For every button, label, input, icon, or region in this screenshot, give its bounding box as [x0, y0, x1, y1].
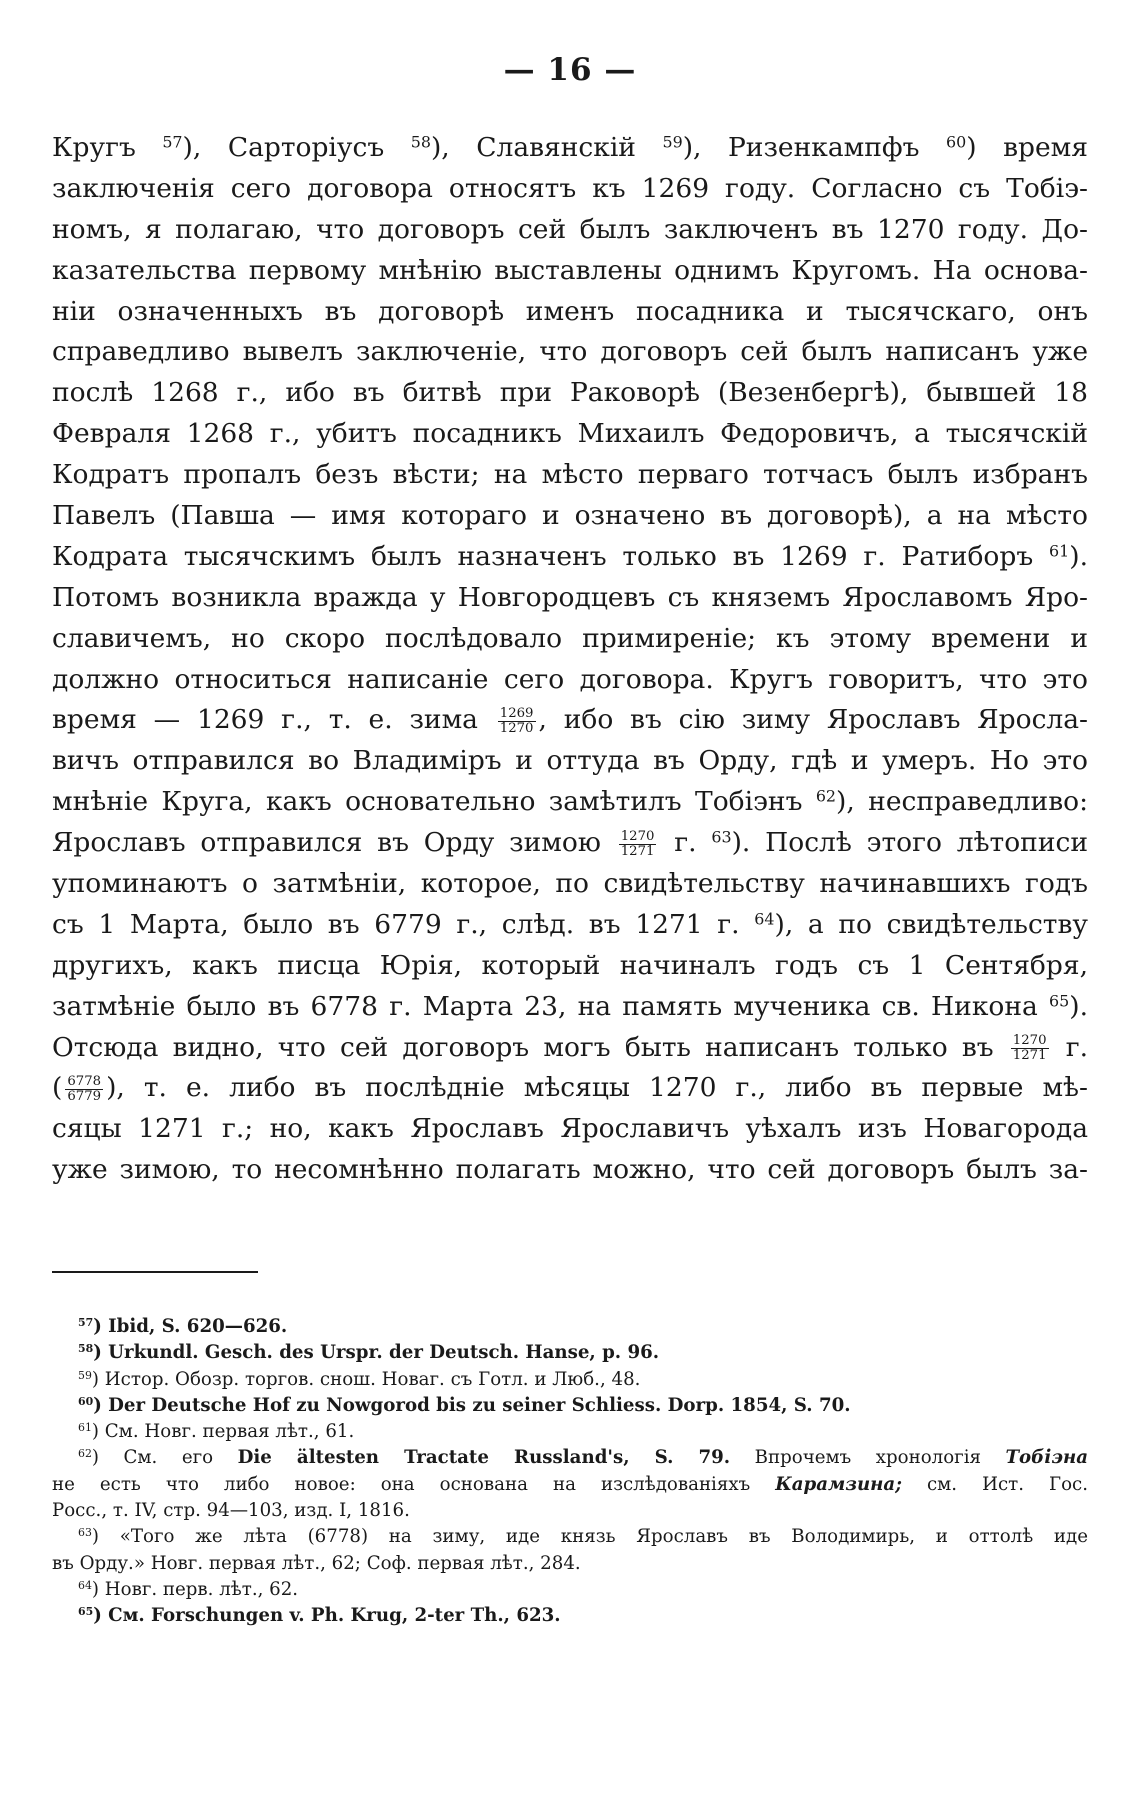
text-line: послѣ 1268 г., ибо въ битвѣ при Раковорѣ (Везенбергѣ), бывшей 18	[52, 377, 1088, 409]
page-number: — 16 —	[503, 52, 637, 88]
text-line: сяцы 1271 г.; но, какъ Ярославъ Ярославичъ уѣхалъ изъ Новагорода	[52, 1113, 1088, 1145]
footnote-58: $^{58}$) Urkundl. Gesch. des Urspr. der Deutsch. Hanse, p. 96.	[78, 1342, 660, 1364]
footnote-ref[interactable]: 60	[946, 132, 967, 152]
footnote-ref[interactable]: 57	[162, 132, 183, 152]
footnote-ref[interactable]: 62	[815, 786, 837, 806]
year-fraction: $\frac{1270}{1271}$	[620, 828, 655, 859]
text-line: должно относиться написаніе сего договора. Кругъ говоритъ, что это	[52, 663, 1088, 695]
footnote-divider	[52, 1271, 258, 1273]
footnote-ref[interactable]: 64	[754, 909, 775, 929]
text-line: ніи означенныхъ въ договорѣ именъ посадника и тысячскаго, онъ	[52, 295, 1088, 327]
text-line: съ 1 Марта, было въ 6779 г., слѣд. въ 1271 г. $^{64}$), а по свидѣтельству	[52, 908, 1088, 940]
footnote-62-cont: Росс., т. IV, стр. 94—103, изд. I, 1816.	[52, 1500, 410, 1522]
text-line: Февраля 1268 г., убитъ посадникъ Михаилъ Федоровичъ, а тысячскій	[52, 418, 1088, 450]
footnote-ref[interactable]: 63	[711, 827, 732, 847]
footnote-61: $^{61}$) См. Новг. первая лѣт., 61.	[78, 1421, 355, 1443]
footnote-62-cont: не есть что либо новое: она основана на изслѣдованіяхъ Карамзина; см. Ист. Гос.	[52, 1473, 1088, 1495]
text-line: Отсюда видно, что сей договоръ могъ быть написанъ только въ $\frac{1270}{1271}$ г.	[52, 1031, 1088, 1064]
text-line: упоминаютъ о затмѣніи, которое, по свидѣтельству начинавшихъ годъ	[52, 868, 1088, 900]
text-line: Кодрата тысячскимъ былъ назначенъ только въ 1269 г. Ратиборъ $^{61}$).	[52, 540, 1088, 572]
footnote-62: $^{62}$) См. его Die ältesten Tractate Russland's, S. 79. Впрочемъ хронологія Тобіэна	[78, 1447, 1088, 1469]
text-line: справедливо вывелъ заключеніе, что договоръ сей былъ написанъ уже	[52, 336, 1088, 368]
footnote-ref[interactable]: 59	[662, 132, 683, 152]
text-line: затмѣніе было въ 6778 г. Марта 23, на память мученика св. Никона $^{65}$).	[52, 990, 1088, 1022]
main-text	[52, 128, 1088, 1191]
text-line: Кодратъ пропалъ безъ вѣсти; на мѣсто перваго тотчасъ былъ избранъ	[52, 459, 1088, 491]
year-fraction: $\frac{1269}{1270}$	[499, 706, 534, 736]
text-line: Кругъ $^{57}$), Сарторіусъ $^{58}$), Славянскій $^{59}$), Ризенкампфъ $^{60}$) время	[52, 132, 1088, 163]
footnote-63: $^{63}$) «Того же лѣта (6778) на зиму, иде князь Ярославъ въ Володимирь, и оттолѣ иде	[78, 1526, 1088, 1548]
text-line: Павелъ (Павша — имя котораго и означено въ договорѣ), а на мѣсто	[52, 500, 1088, 532]
text-line: время — 1269 г., т. е. зима $\frac{1269}{1270}$ , ибо въ сію зиму Ярославъ Яросла-	[52, 704, 1088, 736]
text-line: вичъ отправился во Владиміръ и оттуда въ Орду, гдѣ и умеръ. Но это	[52, 745, 1088, 777]
text-line: мнѣніе Круга, какъ основательно замѣтилъ Тобіэнъ $^{62}$), несправедливо:	[52, 786, 1088, 818]
footnote-63-cont: въ Орду.» Новг. первая лѣт., 62; Соф. первая лѣт., 284.	[52, 1552, 581, 1574]
footnote-60: $^{60}$) Der Deutsche Hof zu Nowgorod bis zu seiner Schliess. Dorp. 1854, S. 70.	[78, 1394, 851, 1416]
footnotes	[52, 1314, 1088, 1630]
year-fraction: $\frac{1270}{1271}$	[1012, 1033, 1047, 1064]
footnote-65: $^{65}$) См. Forschungen v. Ph. Krug, 2-ter Th., 623.	[78, 1605, 561, 1627]
text-line: Потомъ возникла вражда у Новгородцевъ съ княземъ Ярославомъ Яро-	[52, 581, 1088, 613]
footnote-57: $^{57}$) Ibid, S. 620—626.	[78, 1316, 288, 1337]
text-line: уже зимою, то несомнѣнно полагать можно, что сей договоръ былъ за-	[52, 1154, 1088, 1186]
text-line: номъ, я полагаю, что договоръ сей былъ заключенъ въ 1270 году. До-	[52, 213, 1088, 245]
footnote-ref[interactable]: 65	[1049, 990, 1070, 1010]
year-fraction: $\frac{6778}{6779}$	[67, 1074, 102, 1104]
footnote-64: $^{64}$) Новг. перв. лѣт., 62.	[78, 1578, 299, 1600]
footnote-59: $^{59}$) Истор. Обозр. торгов. снош. Новаг. съ Готл. и Люб., 48.	[78, 1368, 641, 1390]
footnote-ref[interactable]: 58	[410, 132, 431, 152]
text-line: казательства первому мнѣнію выставлены однимъ Кругомъ. На основа-	[52, 254, 1088, 286]
text-line: ( $\frac{6778}{6779}$ ), т. е. либо въ послѣдніе мѣсяцы 1270 г., либо въ первые мѣ-	[52, 1072, 1088, 1104]
text-line: другихъ, какъ писца Юрія, который начиналъ годъ съ 1 Сентября,	[52, 949, 1088, 981]
text-line: заключенія сего договора относятъ къ 1269 году. Согласно съ Тобіэ-	[52, 172, 1088, 204]
text-line: Ярославъ отправился въ Орду зимою $\frac{1270}{1271}$ г. $^{63}$). Послѣ этого лѣтописи	[52, 827, 1088, 859]
footnote-ref[interactable]: 61	[1049, 541, 1070, 561]
text-line: славичемъ, но скоро послѣдовало примиреніе; къ этому времени и	[52, 622, 1088, 654]
